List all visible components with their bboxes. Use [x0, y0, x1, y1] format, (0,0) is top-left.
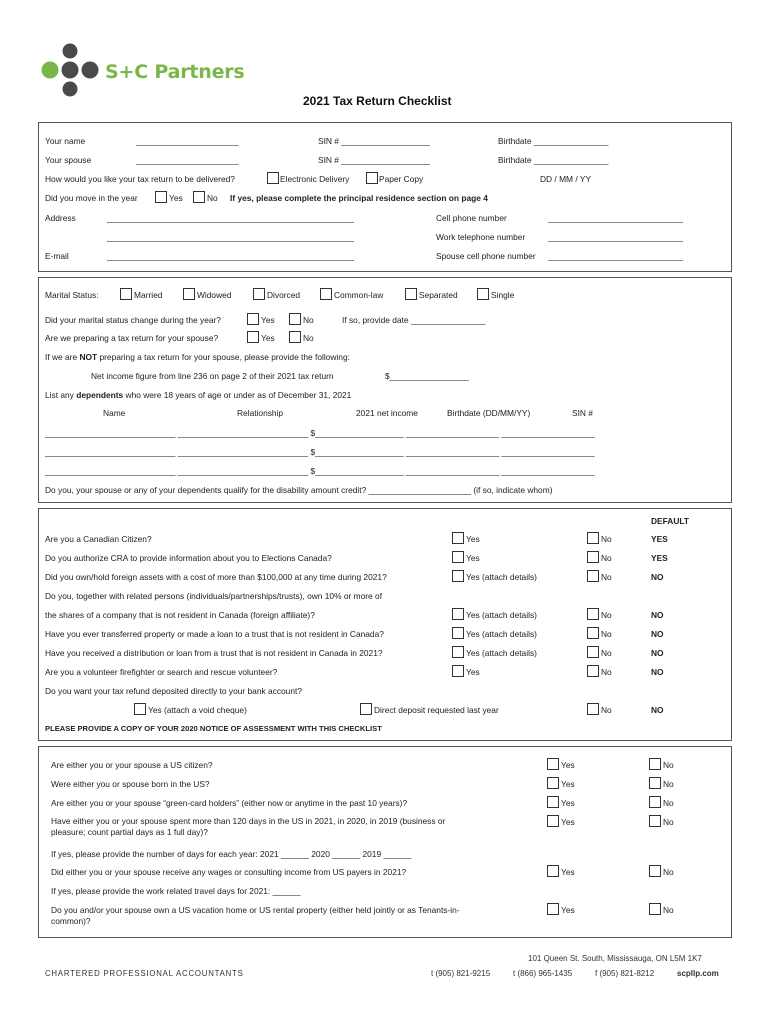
your-spouse-label: Your spouse	[45, 155, 92, 165]
q-volunteer-firefighter: Are you a volunteer firefighter or search and rescue volunteer?	[45, 667, 278, 677]
q-born-in-us-yes-checkbox[interactable]	[547, 777, 559, 789]
q-elections-canada-no-checkbox[interactable]	[587, 551, 599, 563]
q-trust-transfer-no-checkbox[interactable]	[587, 627, 599, 639]
q-trust-transfer: Have you ever transferred property or made a loan to a trust that is not resident in Canada?	[45, 629, 384, 639]
q-foreign-affiliate-yes-checkbox[interactable]	[452, 608, 464, 620]
spouse-return-no-checkbox[interactable]	[289, 331, 301, 343]
q-us-property-yes-label: Yes	[561, 905, 575, 915]
q-green-card-no-checkbox[interactable]	[649, 796, 661, 808]
q-us-citizen: Are either you or your spouse a US citizen?	[51, 760, 213, 770]
q-foreign-assets-no-checkbox[interactable]	[587, 570, 599, 582]
paper-copy-checkbox[interactable]	[366, 172, 378, 184]
q-born-in-us-no-label: No	[663, 779, 674, 789]
change-date-field[interactable]: If so, provide date ________________	[342, 315, 486, 325]
spouse-name-field[interactable]: ______________________	[136, 155, 239, 165]
footer-fax: f (905) 821-8212	[595, 969, 655, 978]
q-green-card-no-label: No	[663, 798, 674, 808]
col-net-income: 2021 net income	[356, 408, 418, 418]
move-no-label: No	[207, 193, 218, 203]
net-income-field[interactable]: $_________________	[385, 371, 469, 381]
married-label: Married	[134, 290, 163, 300]
address-field-1[interactable]: _____________________________________________________	[107, 213, 354, 223]
q-canadian-citizen-yes-label: Yes	[466, 534, 480, 544]
your-name-label: Your name	[45, 136, 86, 146]
q-trust-transfer-yes-label: Yes (attach details)	[466, 629, 537, 639]
dependent-row-1[interactable]: ____________________________ ____________________________ $___________________ ____________________ ____________________	[45, 428, 595, 438]
q-foreign-affiliate-yes-label: Yes (attach details)	[466, 610, 537, 620]
q-green-card-yes-label: Yes	[561, 798, 575, 808]
address-field-2[interactable]: _____________________________________________________	[107, 232, 354, 242]
dependents-note: List any dependents who were 18 years of age or under as of December 31, 2021	[45, 390, 352, 400]
dependent-row-2[interactable]: ____________________________ ____________________________ $___________________ ____________________ ____________________	[45, 447, 595, 457]
paper-copy-label: Paper Copy	[379, 174, 424, 184]
spouse-return-yes-label: Yes	[261, 333, 275, 343]
q-green-card-yes-checkbox[interactable]	[547, 796, 559, 808]
net-income-label: Net income figure from line 236 on page 2 of their 2021 tax return	[91, 371, 334, 381]
col-name: Name	[103, 408, 126, 418]
your-name-field[interactable]: ______________________	[136, 136, 239, 146]
not-preparing-note: If we are NOT preparing a tax return for your spouse, please provide the following:	[45, 352, 350, 362]
q-foreign-affiliate-no-label: No	[601, 610, 612, 620]
separated-label: Separated	[419, 290, 458, 300]
cell-phone-label: Cell phone number	[436, 213, 507, 223]
move-note: If yes, please complete the principal residence section on page 4	[230, 193, 488, 203]
q-direct-deposit-default: NO	[651, 705, 664, 715]
q-born-in-us: Were either you or spouse born in the US?	[51, 779, 210, 789]
q-foreign-affiliate-line1: Do you, together with related persons (individuals/partnerships/trusts), own 10% or more of	[45, 591, 383, 601]
q-trust-transfer-default: NO	[651, 629, 664, 639]
email-field[interactable]: _____________________________________________________	[107, 251, 354, 261]
footer-cpa: CHARTERED PROFESSIONAL ACCOUNTANTS	[45, 969, 244, 978]
col-sin: SIN #	[572, 408, 593, 418]
sin-field-1[interactable]: SIN # ___________________	[318, 136, 430, 146]
common-law-label: Common-law	[334, 290, 384, 300]
address-label: Address	[45, 213, 76, 223]
q-elections-canada-no-label: No	[601, 553, 612, 563]
q-foreign-assets-default: NO	[651, 572, 664, 582]
q-elections-canada-yes-checkbox[interactable]	[452, 551, 464, 563]
q-elections-canada: Do you authorize CRA to provide information about you to Elections Canada?	[45, 553, 332, 563]
q-trust-distribution: Have you received a distribution or loan from a trust that is not resident in Canada in 2021?	[45, 648, 383, 658]
q-trust-transfer-no-label: No	[601, 629, 612, 639]
married-checkbox[interactable]	[120, 288, 132, 300]
marital-change-no-label: No	[303, 315, 314, 325]
q-us-property-no-checkbox[interactable]	[649, 903, 661, 915]
q-us-citizen-yes-checkbox[interactable]	[547, 758, 559, 770]
q-us-wages-no-checkbox[interactable]	[649, 865, 661, 877]
single-checkbox[interactable]	[477, 288, 489, 300]
birthdate-field-2[interactable]: Birthdate ________________	[498, 155, 609, 165]
q-us-citizen-yes-label: Yes	[561, 760, 575, 770]
q-direct-deposit: Do you want your tax refund deposited directly to your bank account?	[45, 686, 302, 696]
divorced-label: Divorced	[267, 290, 301, 300]
q-foreign-assets-yes-label: Yes (attach details)	[466, 572, 537, 582]
separated-checkbox[interactable]	[405, 288, 417, 300]
q-elections-canada-yes-label: Yes	[466, 553, 480, 563]
q-born-in-us-no-checkbox[interactable]	[649, 777, 661, 789]
q-trust-distribution-yes-checkbox[interactable]	[452, 646, 464, 658]
birthdate-field-1[interactable]: Birthdate ________________	[498, 136, 609, 146]
q-us-property-yes-checkbox[interactable]	[547, 903, 559, 915]
q-us-wages-yes-checkbox[interactable]	[547, 865, 559, 877]
single-label: Single	[491, 290, 515, 300]
footer-phone: t (905) 821-9215	[431, 969, 491, 978]
spouse-return-yes-checkbox[interactable]	[247, 331, 259, 343]
delivery-question: How would you like your tax return to be delivered?	[45, 174, 235, 184]
marital-status-label: Marital Status:	[45, 290, 99, 300]
q-foreign-affiliate-line2: the shares of a company that is not resident in Canada (foreign affiliate)?	[45, 610, 315, 620]
cell-phone-field[interactable]: _____________________________	[548, 213, 684, 223]
q-120-days-no-label: No	[663, 817, 674, 827]
notice-of-assessment-note: PLEASE PROVIDE A COPY OF YOUR 2020 NOTICE OF ASSESSMENT WITH THIS CHECKLIST	[45, 724, 382, 733]
days-per-year-field[interactable]: If yes, please provide the number of days for each year: 2021 ______ 2020 ______ 2019 ______	[51, 849, 412, 859]
footer-address: 101 Queen St. South, Mississauga, ON L5M 1K7	[528, 954, 702, 963]
q-canadian-citizen-default: YES	[651, 534, 668, 544]
move-yes-label: Yes	[169, 193, 183, 203]
work-phone-field[interactable]: _____________________________	[548, 232, 684, 242]
q-green-card: Are either you or your spouse “green-card holders” (either now or anytime in the past 10 years)?	[51, 798, 408, 808]
marital-change-yes-label: Yes	[261, 315, 275, 325]
move-no-checkbox[interactable]	[193, 191, 205, 203]
q-foreign-affiliate-no-checkbox[interactable]	[587, 608, 599, 620]
spouse-return-no-label: No	[303, 333, 314, 343]
spouse-cell-field[interactable]: _____________________________	[548, 251, 684, 261]
q-us-wages-no-label: No	[663, 867, 674, 877]
q-120-days: Have either you or your spouse spent more than 120 days in the US in 2021, in 2020, in 2019 (business or pleasure; count partial days as 1 full day)?	[51, 816, 446, 837]
q-elections-canada-default: YES	[651, 553, 668, 563]
q-120-days-yes-label: Yes	[561, 817, 575, 827]
divorced-checkbox[interactable]	[253, 288, 265, 300]
logo-mark-icon	[40, 42, 104, 98]
marital-change-no-checkbox[interactable]	[289, 313, 301, 325]
q-canadian-citizen-yes-checkbox[interactable]	[452, 532, 464, 544]
move-yes-checkbox[interactable]	[155, 191, 167, 203]
q-volunteer-firefighter-yes-label: Yes	[466, 667, 480, 677]
q-trust-distribution-no-checkbox[interactable]	[587, 646, 599, 658]
marital-change-yes-checkbox[interactable]	[247, 313, 259, 325]
q-trust-transfer-yes-checkbox[interactable]	[452, 627, 464, 639]
q-trust-distribution-no-label: No	[601, 648, 612, 658]
move-question: Did you move in the year	[45, 193, 138, 203]
q-volunteer-firefighter-yes-checkbox[interactable]	[452, 665, 464, 677]
q-us-property-no-label: No	[663, 905, 674, 915]
q-canadian-citizen: Are you a Canadian Citizen?	[45, 534, 152, 544]
spouse-cell-label: Spouse cell phone number	[436, 251, 536, 261]
travel-days-field[interactable]: If yes, please provide the work related travel days for 2021: ______	[51, 886, 301, 896]
q-us-wages: Did either you or your spouse receive any wages or consulting income from US payers in 2021?	[51, 867, 407, 877]
q-foreign-assets-no-label: No	[601, 572, 612, 582]
q-volunteer-firefighter-no-label: No	[601, 667, 612, 677]
marital-change-question: Did your marital status change during the year?	[45, 315, 221, 325]
spouse-return-question: Are we preparing a tax return for your spouse?	[45, 333, 219, 343]
q-us-wages-yes-label: Yes	[561, 867, 575, 877]
void-cheque-label: Yes (attach a void cheque)	[148, 705, 247, 715]
q-volunteer-firefighter-no-checkbox[interactable]	[587, 665, 599, 677]
work-phone-label: Work telephone number	[436, 232, 526, 242]
disability-question[interactable]: Do you, your spouse or any of your dependents qualify for the disability amount credit? ______________________ (if so, indicate whom)	[45, 485, 553, 495]
logo	[40, 42, 245, 98]
footer-toll-free: t (866) 965-1435	[513, 969, 573, 978]
q-born-in-us-yes-label: Yes	[561, 779, 575, 789]
q-direct-deposit-no-label: No	[601, 705, 612, 715]
q-120-days-no-checkbox[interactable]	[649, 815, 661, 827]
brand-name: S+C Partners	[105, 61, 245, 83]
q-canadian-citizen-no-label: No	[601, 534, 612, 544]
q-us-citizen-no-checkbox[interactable]	[649, 758, 661, 770]
footer-website[interactable]: scpllp.com	[677, 969, 719, 978]
electronic-delivery-label: Electronic Delivery	[280, 174, 350, 184]
common-law-checkbox[interactable]	[320, 288, 332, 300]
email-label: E-mail	[45, 251, 69, 261]
direct-deposit-last-year-checkbox[interactable]	[360, 703, 372, 715]
q-trust-distribution-yes-label: Yes (attach details)	[466, 648, 537, 658]
electronic-delivery-checkbox[interactable]	[267, 172, 279, 184]
q-direct-deposit-no-checkbox[interactable]	[587, 703, 599, 715]
q-us-property: Do you and/or your spouse own a US vacation home or US rental property (either held jointly or as Tenants-in-common)?	[51, 905, 460, 926]
q-trust-distribution-default: NO	[651, 648, 664, 658]
q-canadian-citizen-no-checkbox[interactable]	[587, 532, 599, 544]
default-header: DEFAULT	[651, 516, 689, 526]
q-120-days-yes-checkbox[interactable]	[547, 815, 559, 827]
q-us-citizen-no-label: No	[663, 760, 674, 770]
dependent-row-3[interactable]: ____________________________ ____________________________ $___________________ ____________________ ____________________	[45, 466, 595, 476]
sin-field-2[interactable]: SIN # ___________________	[318, 155, 430, 165]
direct-deposit-last-year-label: Direct deposit requested last year	[374, 705, 499, 715]
widowed-checkbox[interactable]	[183, 288, 195, 300]
q-volunteer-firefighter-default: NO	[651, 667, 664, 677]
page-title: 2021 Tax Return Checklist	[303, 94, 452, 108]
q-foreign-assets: Did you own/hold foreign assets with a cost of more than $100,000 at any time during 2021?	[45, 572, 387, 582]
col-relationship: Relationship	[237, 408, 284, 418]
date-format-hint: DD / MM / YY	[540, 174, 592, 184]
void-cheque-checkbox[interactable]	[134, 703, 146, 715]
q-foreign-assets-yes-checkbox[interactable]	[452, 570, 464, 582]
col-birthdate: Birthdate (DD/MM/YY)	[447, 408, 531, 418]
q-foreign-affiliate-default: NO	[651, 610, 664, 620]
widowed-label: Widowed	[197, 290, 232, 300]
